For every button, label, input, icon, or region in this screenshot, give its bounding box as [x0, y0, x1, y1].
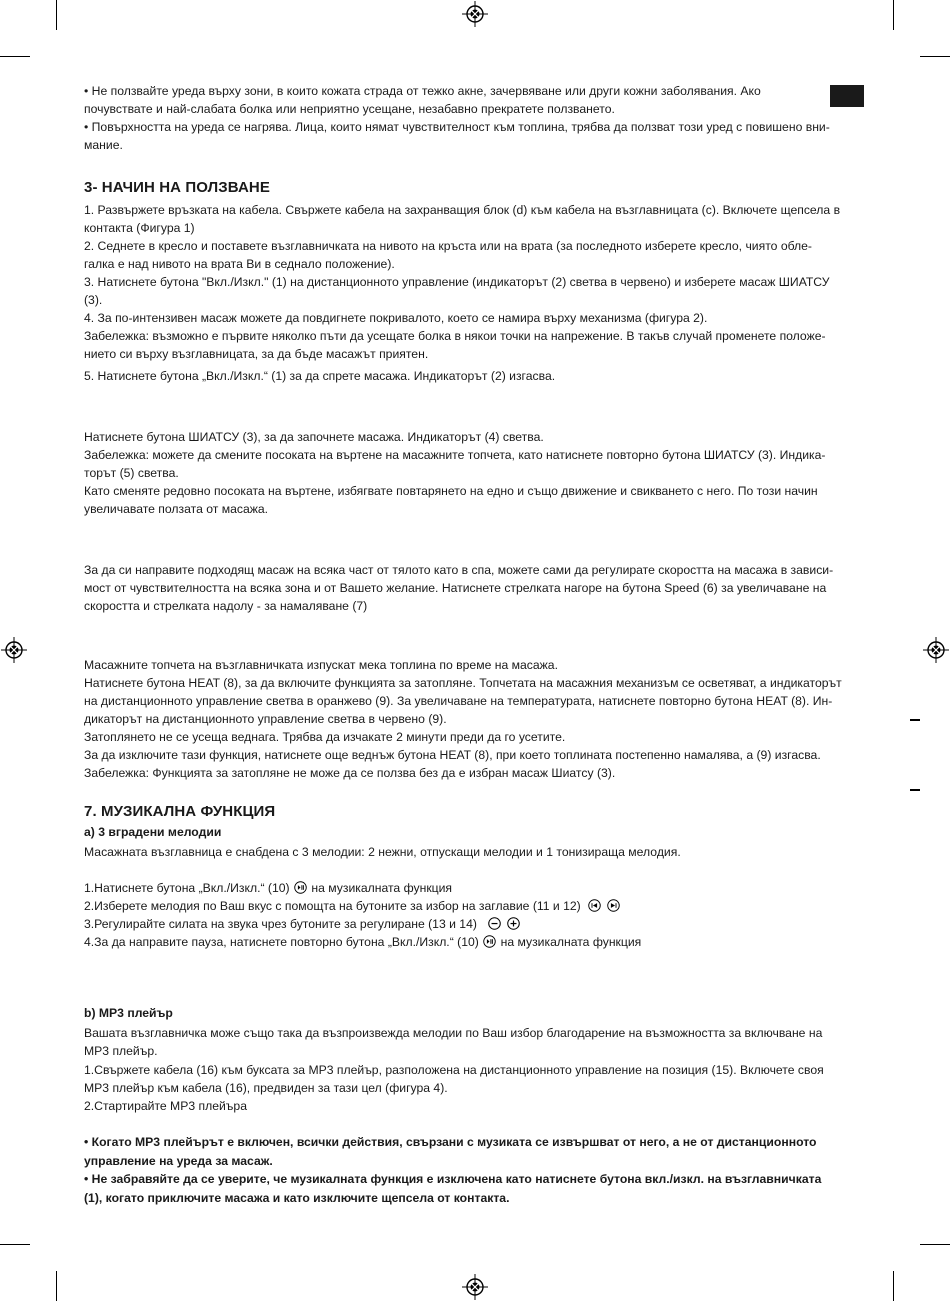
shiatsu-line: торът (5) светва. — [84, 466, 179, 480]
shiatsu-line: Натиснете бутона ШИАТСУ (3), за да започнете масажа. Индикаторът (4) светва. — [84, 430, 544, 444]
speed-line: За да си направите подходящ масаж на всяка част от тялото като в спа, можете сами да регулирате скоростта на масажа в зависи- — [84, 563, 834, 577]
registration-mark-icon — [923, 637, 949, 663]
section-3-line: галка е над нивото на врата Ви в седнало положение). — [84, 257, 395, 271]
warning-line: • Повърхността на уреда се нагрява. Лица, които нямат чувствителност към топлина, трябва да ползват този уред с повишено вни- — [84, 120, 830, 134]
warning-line: почувствате и най-слабата болка или неприятно усещане, незабавно прекратете ползването. — [84, 102, 615, 116]
registration-mark-icon — [1, 637, 27, 663]
heat-line: Натиснете бутона HEAT (8), за да включите функцията за затопляне. Топчетата на масажния механизъм се осветяват, а индикаторът — [84, 676, 842, 690]
mp3-line: 1.Свържете кабела (16) към буксата за MP3 плейър, разположена на дистанционното управление на позиция (15). Включете своя — [84, 1063, 824, 1077]
shiatsu-line: Като сменяте редовно посоката на въртене, избягвате повтарянето на едно и също движение и свикването с него. По този начин — [84, 484, 818, 498]
section-3-line: 1. Развържете връзката на кабела. Свържете кабела на захранващия блок (d) към кабела на възглавницата (c). Включете щепсела в — [84, 203, 841, 217]
crop-mark — [0, 56, 30, 57]
music-step-2 — [84, 897, 621, 915]
volume-plus-icon — [507, 917, 520, 930]
crop-mark — [893, 0, 894, 30]
crop-mark — [893, 1271, 894, 1301]
music-step-4-suffix: на музикалната функция — [500, 935, 642, 949]
music-step-3-text: 3.Регулирайте силата на звука чрез бутоните за регулиране (13 и 14) — [84, 917, 477, 931]
mp3-line: Вашата възглавничка може също така да възпроизвежда мелодии по Ваш избор благодарение на възможността за включване на — [84, 1026, 823, 1040]
next-track-icon — [607, 899, 620, 912]
crop-mark — [920, 1244, 950, 1245]
mp3-line: MP3 плейър. — [84, 1044, 158, 1058]
crop-mark — [56, 1271, 57, 1301]
play-pause-icon — [483, 935, 496, 948]
subsection-a-heading: a) 3 вградени мелодии — [84, 825, 222, 839]
important-note: • Когато MP3 плейърът е включен, всички действия, свързани с музиката се извършват от него, а не от дистанционното — [84, 1135, 817, 1149]
section-3-line: Забележка: възможно е първите няколко пъти да усещате болка в някои точки на напрежение. В такъв случай променете положе- — [84, 329, 826, 343]
important-note: управление на уреда за масаж. — [84, 1154, 273, 1168]
shiatsu-line: увеличавате ползата от масажа. — [84, 502, 269, 516]
heat-line: Затоплянето не се усеща веднага. Трябва да изчакате 2 минути преди да го усетите. — [84, 730, 566, 744]
melodies-intro: Масажната възглавница е снабдена с 3 мелодии: 2 нежни, отпускащи мелодии и 1 тонизираща мелодия. — [84, 845, 681, 859]
side-dash — [910, 789, 920, 791]
crop-mark — [920, 56, 950, 57]
side-dash — [910, 719, 920, 721]
warning-line: • Не ползвайте уреда върху зони, в които кожата страда от тежко акне, зачервяване или други кожни заболявания. Ако — [84, 84, 761, 98]
important-note: • Не забравяйте да се уверите, че музикалната функция е изключена като натиснете бутона вкл./изкл. на възглавничката — [84, 1172, 822, 1186]
important-note: (1), когато приключите масажа и като изключите щепсела от контакта. — [84, 1191, 510, 1205]
volume-minus-icon — [488, 917, 501, 930]
section-3-line: контакта (Фигура 1) — [84, 221, 195, 235]
registration-mark-icon — [462, 1, 488, 27]
music-step-1-suffix: на музикалната функция — [311, 881, 453, 895]
heat-line: на дистанционното управление светва в оранжево (9). За увеличаване на температурата, натиснете повторно бутона HEAT (8). Ин- — [84, 694, 833, 708]
subsection-b-heading: b) MP3 плейър — [84, 1006, 173, 1020]
speed-line: скоростта и стрелката надолу - за намаляване (7) — [84, 599, 368, 613]
section-3-line: 3. Натиснете бутона "Вкл./Изкл." (1) на дистанционното управление (индикаторът (2) светва в червено) и изберете масаж ШИАТСУ — [84, 275, 830, 289]
section-7-heading: 7. МУЗИКАЛНА ФУНКЦИЯ — [84, 803, 276, 820]
music-step-3 — [84, 915, 521, 933]
section-3-heading: 3- НАЧИН НА ПОЛЗВАНЕ — [84, 179, 270, 196]
heat-line: За да изключите тази функция, натиснете още веднъж бутона HEAT (8), при което топлината постепенно намалява, а (9) изгасва. — [84, 748, 821, 762]
play-pause-icon — [294, 881, 307, 894]
music-step-4-text: 4.За да направите пауза, натиснете повторно бутона „Вкл./Изкл.“ (10) — [84, 935, 479, 949]
section-3-line: 2. Седнете в кресло и поставете възглавничката на нивото на кръста или на врата (за последното изберете кресло, чиято обле- — [84, 239, 812, 253]
section-3-step5: 5. Натиснете бутона „Вкл./Изкл.“ (1) за да спрете масажа. Индикаторът (2) изгасва. — [84, 369, 556, 383]
speed-line: мост от чувствителността на всяка зона и от Вашето желание. Натиснете стрелката нагоре на бутона Speed (6) за увеличаване на — [84, 581, 827, 595]
heat-line: Забележка: Функцията за затопляне не може да се ползва без да е избран масаж Шиатсу (3). — [84, 766, 616, 780]
music-step-1-text: 1.Натиснете бутона „Вкл./Изкл.“ (10) — [84, 881, 290, 895]
mp3-line: MP3 плейър към кабела (16), предвиден за тази цел (фигура 4). — [84, 1081, 448, 1095]
mp3-line: 2.Стартирайте MP3 плейъра — [84, 1099, 247, 1113]
heat-line: Масажните топчета на възглавничката изпускат мека топлина по време на масажа. — [84, 658, 558, 672]
section-3-line: (3). — [84, 293, 103, 307]
previous-track-icon — [588, 899, 601, 912]
music-step-2-text: 2.Изберете мелодия по Ваш вкус с помощта на бутоните за избор на заглавие (11 и 12) — [84, 899, 581, 913]
section-3-line: 4. За по-интензивен масаж можете да повдигнете покривалото, което се намира върху механизма (фигура 2). — [84, 311, 708, 325]
shiatsu-line: Забележка: можете да смените посоката на въртене на масажните топчета, като натиснете повторно бутона ШИАТСУ (3). Индика- — [84, 448, 826, 462]
crop-mark — [0, 1244, 30, 1245]
music-step-1 — [84, 879, 452, 897]
music-step-4 — [84, 933, 641, 951]
registration-mark-icon — [462, 1274, 488, 1300]
language-tab — [830, 85, 864, 107]
warning-line: мание. — [84, 138, 123, 152]
crop-mark — [56, 0, 57, 30]
heat-line: дикаторът на дистанционното управление светва в червено (9). — [84, 712, 447, 726]
section-3-line: нието си върху възглавницата, за да бъде масажът приятен. — [84, 347, 429, 361]
